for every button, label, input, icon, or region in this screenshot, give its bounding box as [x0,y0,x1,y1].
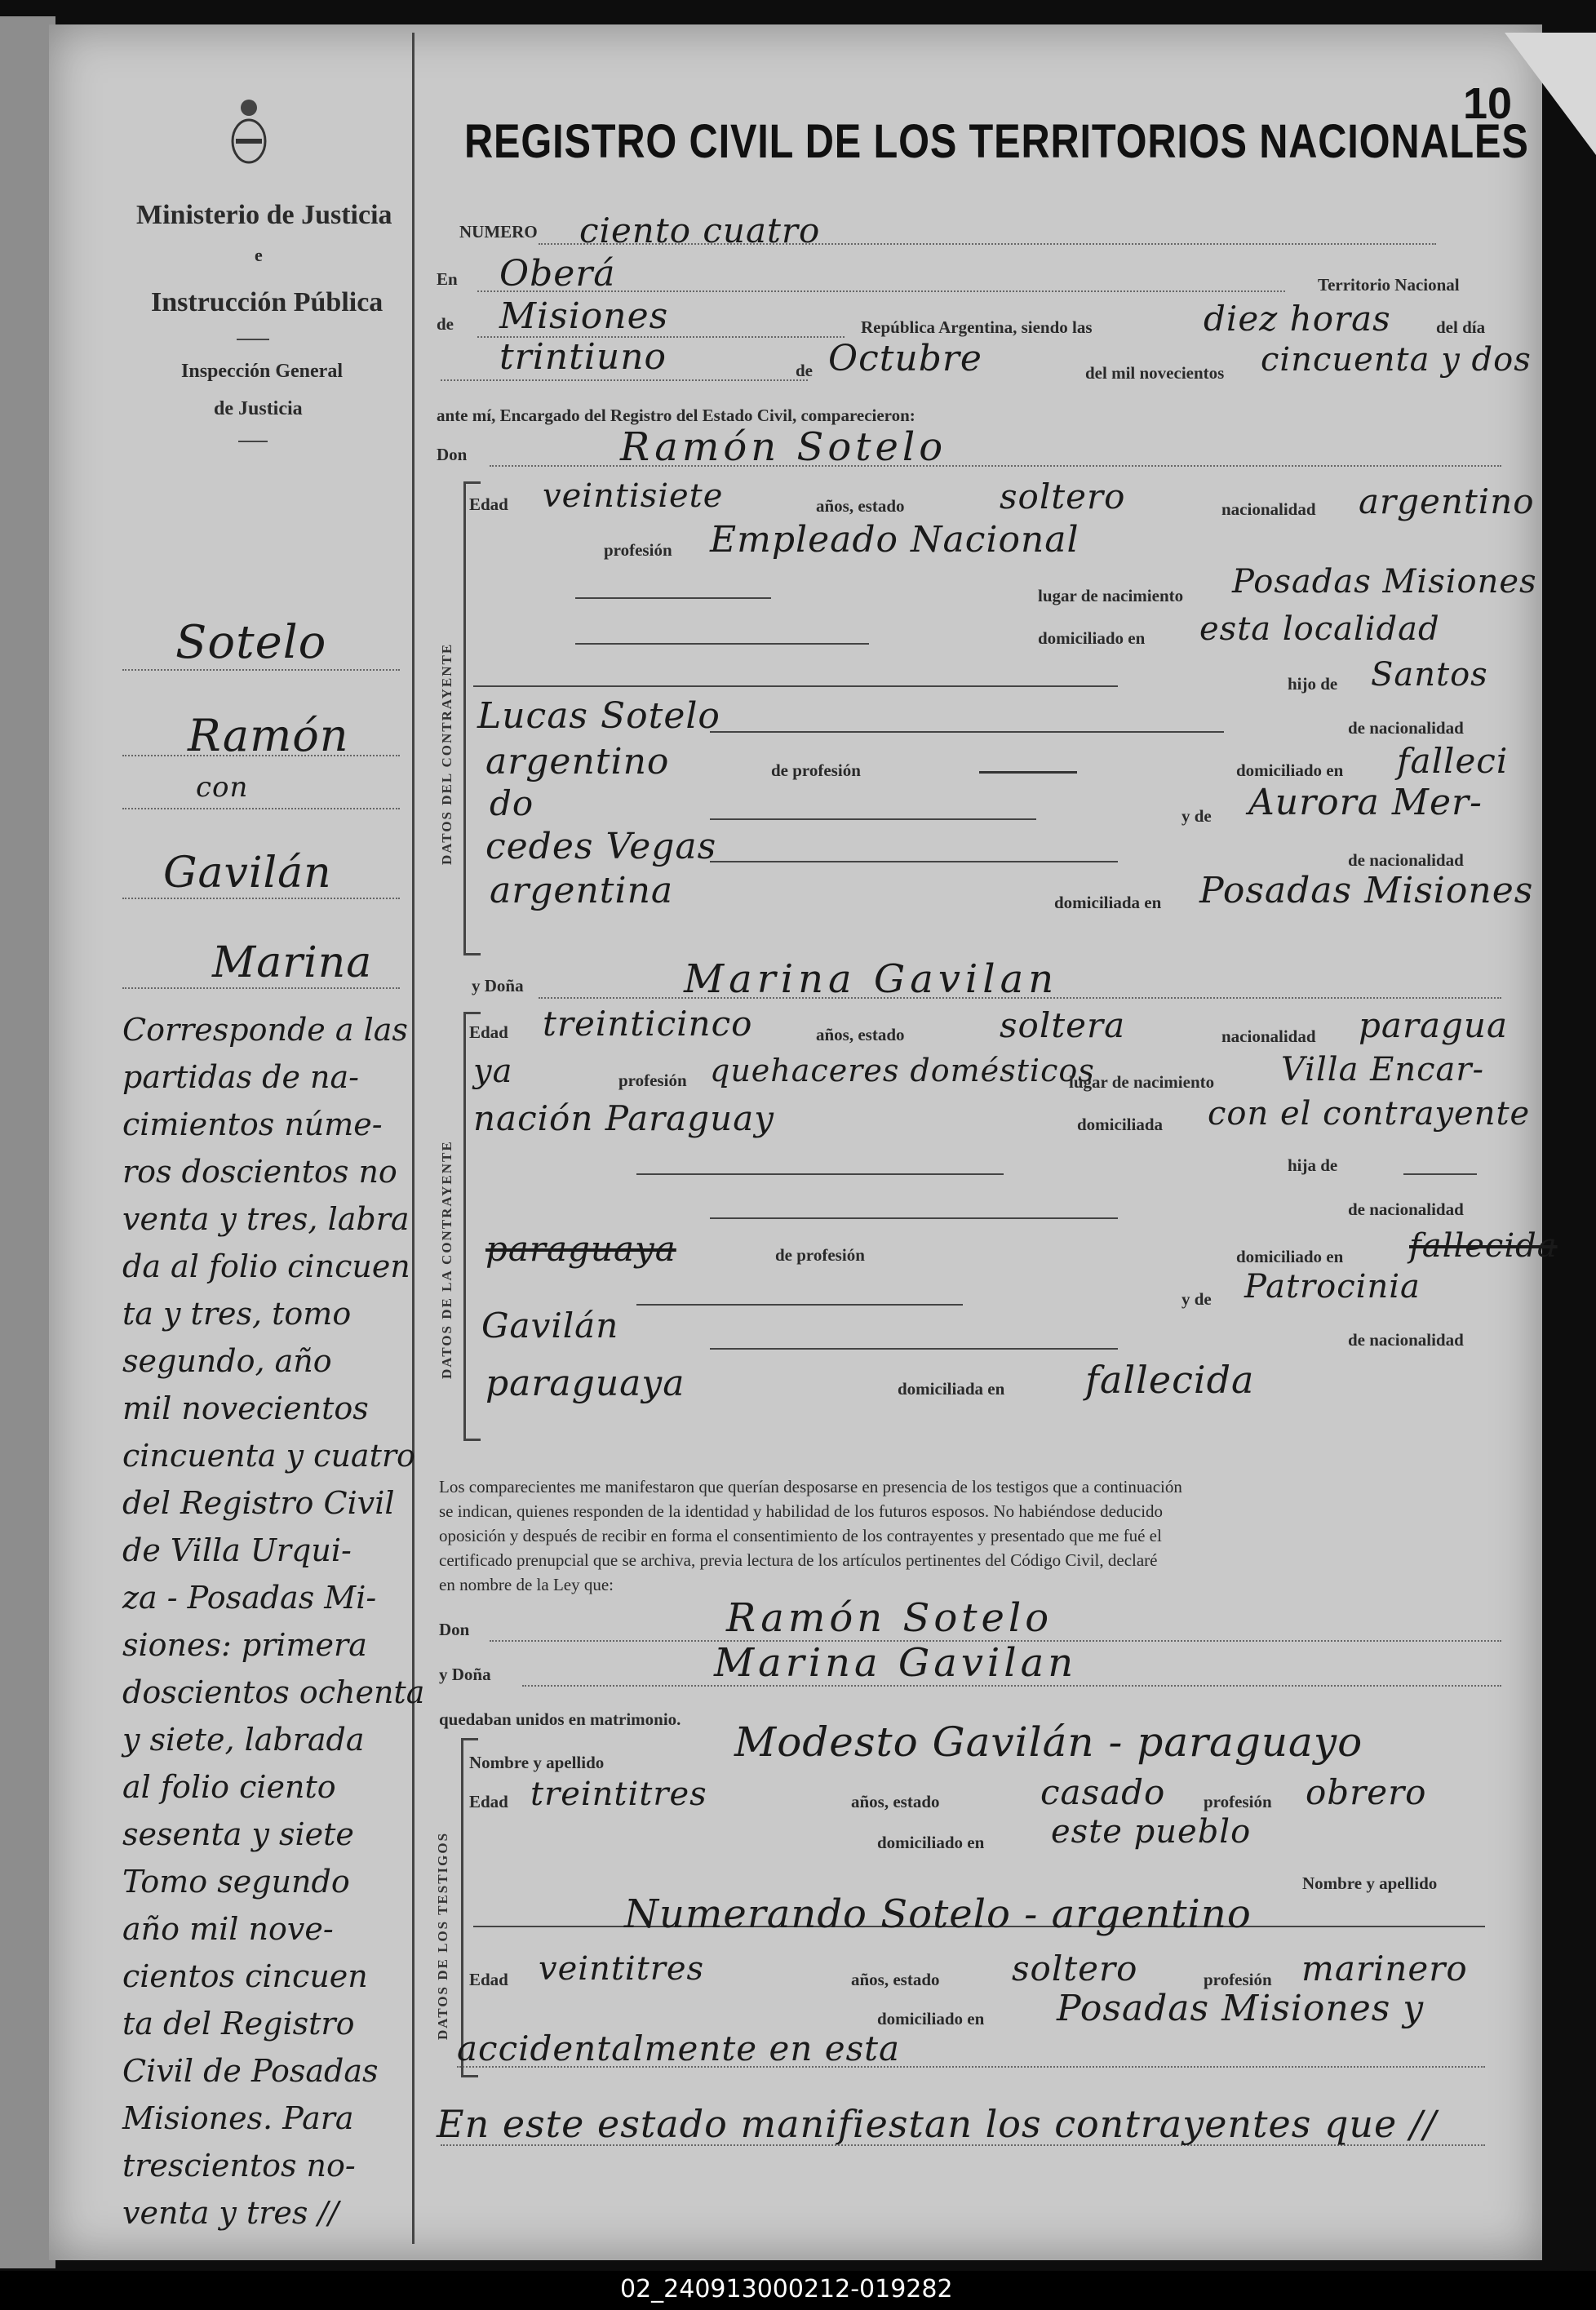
margin-note-line: da al folio cincuen [122,1248,410,1284]
value-t1-dom: este pueblo [1051,1813,1252,1851]
label-t1-domiciliado: domiciliado en [877,1833,985,1852]
ministry-rule [237,339,269,340]
label-domiciliado-en-padre: domiciliado en [1236,760,1344,780]
margin-name-5: Marina [212,938,373,987]
value-lugar-nac-h: Posadas Misiones [1232,563,1537,601]
value-padre-m-dom: fallecida [1409,1227,1558,1265]
line-madre-m [636,1304,963,1306]
declaration-paragraph-line: se indican, quienes responden de la identidad y habilidad de los futuros esposos. No habiéndose deducido [439,1501,1164,1521]
margin-name-4: Gavilán [163,849,332,898]
margin-note-line: partidas de na- [122,1059,359,1095]
label-de-profesion: de profesión [771,760,861,780]
value-madre-m-dom: fallecida [1085,1358,1255,1402]
label-decl-don: Don [439,1620,470,1639]
line-domicilio [575,643,869,645]
label-don: Don [437,445,468,464]
value-lugar-m-1: Villa Encar- [1281,1051,1484,1088]
label-del-mil: del mil novecientos [1085,363,1225,383]
value-estado-h: soltero [1000,477,1126,517]
declaration-paragraph-line: Los comparecientes me manifestaron que querían desposarse en presencia de los testigos que a continuación [439,1477,1182,1496]
value-t1-edad: treintitres [530,1776,707,1813]
value-t2-dom: Posadas Misiones y [1057,1988,1425,2029]
binding-strip [0,16,55,2268]
line-padre-prof [979,771,1077,774]
label-lugar-nac: lugar de nacimiento [1038,586,1184,605]
label-t1-edad: Edad [469,1792,508,1811]
ministry-name-2: Instrucción Pública [151,287,383,317]
page-number: 10 [1463,79,1513,128]
inspection-name-2: de Justicia [214,398,303,419]
line-t2-dom-2 [457,2066,1485,2068]
value-lugar: Oberá [499,253,616,295]
margin-note-line: ros doscientos no [122,1154,397,1190]
label-quedaban: quedaban unidos en matrimonio. [439,1709,681,1729]
margin-note-line: Corresponde a las [122,1012,408,1048]
margin-name-2: Ramón [188,710,349,761]
value-nac-m-2: ya [473,1053,513,1090]
margin-note-line: cimientos núme- [122,1106,383,1142]
side-label-contrayente: DATOS DEL CONTRAYENTE [439,642,454,865]
value-t1-prof: obrero [1306,1772,1427,1812]
margin-note-line: Tomo segundo [122,1864,350,1900]
label-de-nacionalidad: de nacionalidad [1348,718,1464,738]
value-t2-edad: veintitres [539,1950,705,1988]
value-nac-m-1: paragua [1359,1005,1509,1045]
value-mes: Octubre [828,338,982,379]
margin-rule-3 [122,808,400,809]
margin-note-line: cincuenta y cuatro [122,1438,415,1474]
margin-note-line: y siete, labrada [122,1722,365,1758]
value-territorio: Misiones [499,295,669,337]
value-padre-dom-1: falleci [1397,741,1509,781]
page-title: REGISTRO CIVIL DE LOS TERRITORIOS NACIONALES [464,115,1529,168]
value-madre-m-2: Gavilán [481,1306,619,1346]
side-label-testigos: DATOS DE LOS TESTIGOS [435,1831,450,2040]
declaration-paragraph-line: en nombre de la Ley que: [439,1575,614,1594]
line-lugar [575,597,771,599]
value-hijo-de-2: Lucas Sotelo [477,695,720,737]
line-madre-m-nac [710,1348,1118,1350]
inspection-rule [238,441,268,442]
margin-note-line: segundo, año [122,1343,332,1379]
value-t1-estado: casado [1040,1772,1166,1812]
label-domiciliado-en: domiciliado en [1038,628,1146,648]
margin-note-line: Civil de Posadas [122,2053,379,2089]
label-y-de-m: y de [1181,1289,1212,1309]
coat-of-arms-icon [228,96,269,166]
label-numero: NUMERO [459,222,538,242]
line-madre [710,818,1036,820]
margin-note-line: doscientos ochenta [122,1674,425,1710]
label-de-mes: de [796,361,813,380]
margin-rule-1 [122,669,400,671]
label-territorio: Territorio Nacional [1318,275,1460,295]
label-domiciliada-en-m: domiciliada en [898,1379,1005,1399]
value-t1-nombre: Modesto Gavilán - paraguayo [734,1718,1363,1766]
margin-note-line: siones: primera [122,1627,367,1663]
label-y-dona: y Doña [472,976,524,995]
label-de-nacionalidad-m: de nacionalidad [1348,1199,1464,1219]
margin-note-line: del Registro Civil [122,1485,395,1521]
value-decl-dona: Marina Gavilan [714,1640,1078,1686]
value-dom-m: con el contrayente [1208,1095,1531,1133]
label-domiciliada-en: domiciliada en [1054,893,1162,912]
value-edad-h: veintisiete [543,477,724,515]
label-lugar-nac-m: lugar de nacimiento [1069,1072,1215,1092]
label-edad-m: Edad [469,1022,508,1042]
label-t2-profesion: profesión [1204,1970,1272,1989]
column-divider [412,33,415,2244]
margin-note-line: sesenta y siete [122,1816,354,1852]
label-t1-nombre: Nombre y apellido [469,1753,605,1772]
declaration-paragraph-line: oposición y después de recibir en forma el consentimiento de los contrayentes y presentado que me fué el [439,1526,1162,1545]
margin-note-line: de Villa Urqui- [122,1532,352,1568]
label-nacionalidad: nacionalidad [1221,499,1316,519]
label-de: de [437,314,454,334]
label-ante-mi: ante mí, Encargado del Registro del Estado Civil, comparecieron: [437,406,915,425]
margin-rule-4 [122,898,400,899]
margin-name-3: con [196,771,249,804]
label-del-dia: del día [1436,317,1486,337]
line-dia [441,379,808,381]
label-profesion: profesión [604,540,672,560]
margin-note-line: ta del Registro [122,2006,355,2042]
label-nacionalidad-m: nacionalidad [1221,1026,1316,1046]
value-don: Ramón Sotelo [620,424,947,470]
line-hija-2 [1403,1173,1477,1175]
line-madre-nac [710,861,1118,862]
margin-note-line: año mil nove- [122,1911,334,1947]
label-republica: República Argentina, siendo las [861,317,1093,337]
value-lugar-m-2: nación Paraguay [473,1098,774,1138]
label-t1-profesion: profesión [1204,1792,1272,1811]
value-t2-prof: marinero [1301,1949,1468,1989]
value-madre-1: Aurora Mer- [1248,782,1483,823]
margin-note-line: al folio ciento [122,1769,336,1805]
margin-note-line: cientos cincuen [122,1958,368,1994]
margin-name-1: Sotelo [175,616,327,669]
testigos-bracket [461,1738,478,2077]
label-anos-estado: años, estado [816,496,905,516]
label-y-de: y de [1181,806,1212,826]
declaration-paragraph-line: certificado prenupcial que se archiva, previa lectura de los artículos pertinentes del Código Civil, declaré [439,1550,1158,1570]
line-padre-m-nac [710,1217,1118,1219]
label-domiciliado-en-m: domiciliado en [1236,1247,1344,1266]
label-de-profesion-m: de profesión [775,1245,865,1265]
value-hijo-de-1: Santos [1371,656,1488,694]
margin-note-line: venta y tres, labra [122,1201,410,1237]
label-t2-edad: Edad [469,1970,508,1989]
line-hija [636,1173,1004,1175]
label-anos-estado-m: años, estado [816,1025,905,1044]
label-t2-nombre: Nombre y apellido [1302,1873,1438,1893]
margin-note-line: Misiones. Para [122,2100,354,2136]
inspection-name: Inspección General [181,361,343,382]
value-t2-nombre: Numerando Sotelo - argentino [624,1891,1252,1937]
margin-rule-5 [122,987,400,989]
value-dom-h: esta localidad [1199,610,1440,648]
label-t1-anos-estado: años, estado [851,1792,940,1811]
value-dia: trintiuno [499,336,667,378]
ministry-name: Ministerio de Justicia [136,200,392,230]
label-de-nacionalidad-madre: de nacionalidad [1348,850,1464,870]
value-estado-m: soltera [1000,1005,1126,1045]
label-en: En [437,269,458,289]
label-hijo-de: hijo de [1288,674,1338,694]
value-padre-nac: argentino [485,741,670,783]
value-madre-2: cedes Vegas [485,826,717,867]
margin-note-line: za - Posadas Mi- [122,1580,377,1616]
margin-note-line: mil novecientos [122,1390,369,1426]
value-numero: ciento cuatro [579,211,821,251]
value-edad-m: treinticinco [543,1004,753,1044]
label-decl-dona: y Doña [439,1665,491,1684]
value-closing: En este estado manifiestan los contrayentes que // [437,2102,1437,2146]
value-anio: cincuenta y dos [1261,341,1532,379]
value-dona: Marina Gavilan [684,956,1059,1002]
margin-note-line: trescientos no- [122,2148,356,2184]
value-madre-m: Patrocinia [1244,1268,1421,1306]
image-id-label: 02_240913000212-019282 [620,2275,953,2303]
label-domiciliada-m: domiciliada [1077,1115,1164,1134]
label-de-nacionalidad-m2: de nacionalidad [1348,1330,1464,1350]
margin-note-line: ta y tres, tomo [122,1296,352,1332]
value-padre-m-nac: paraguaya [485,1229,676,1269]
value-t2-estado: soltero [1012,1949,1138,1989]
value-decl-don: Ramón Sotelo [726,1595,1053,1641]
side-label-contrayenta: DATOS DE LA CONTRAYENTE [439,1140,454,1379]
margin-note-line: venta y tres // [122,2195,339,2231]
line-padre-nac [710,731,1224,733]
label-t2-domiciliado: domiciliado en [877,2009,985,2028]
value-t2-dom-2: accidentalmente en esta [457,2028,901,2068]
value-prof-h: Empleado Nacional [710,519,1080,561]
footer-bar [0,2271,1596,2310]
value-padre-dom-2: do [490,783,534,823]
value-hora: diez horas [1204,299,1391,339]
label-hija-de: hija de [1288,1155,1338,1175]
ministry-conj: e [255,245,263,265]
label-edad: Edad [469,494,508,514]
label-profesion-m: profesión [618,1071,687,1090]
value-prof-m: quehaceres domésticos [710,1053,1095,1088]
value-madre-nac: argentina [490,870,674,911]
value-madre-m-nac: paraguaya [485,1363,685,1404]
value-nac-h: argentino [1359,481,1535,521]
line-hijo [473,685,1118,687]
value-madre-dom: Posadas Misiones [1199,870,1534,911]
label-t2-anos-estado: años, estado [851,1970,940,1989]
